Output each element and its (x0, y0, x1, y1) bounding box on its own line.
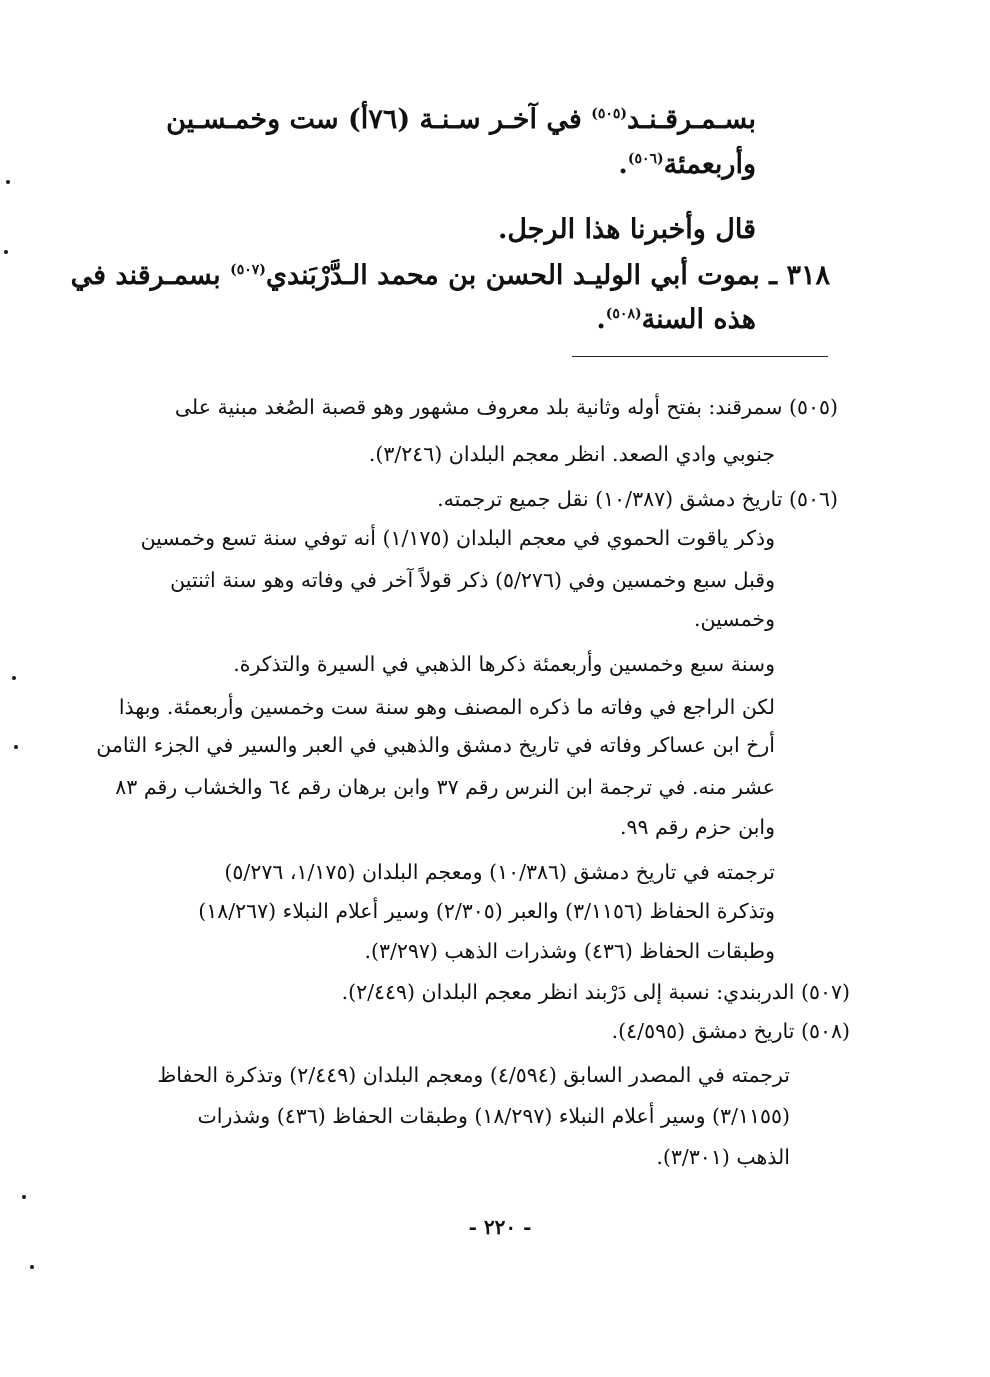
scan-speck (6, 180, 10, 184)
main-text-segment: . (618, 149, 628, 180)
footnote-line: (٥٠٦) تاريخ دمشق (١٠/٣٨٧) نقل جميع ترجمته. (437, 487, 838, 511)
footnote-reference[interactable]: (٥٠٧) (230, 262, 266, 278)
footnote-line: ترجمته في المصدر السابق (٤/٥٩٤) ومعجم البلدان (٢/٤٤٩) وتذكرة الحفاظ (157, 1063, 790, 1087)
footnote-line: وسنة سبع وخمسين وأربعمئة ذكرها الذهبي في السيرة والتذكرة. (233, 652, 775, 676)
footnote-line: ترجمته في تاريخ دمشق (١٠/٣٨٦) ومعجم البلدان (١/١٧٥، ٥/٢٧٦) (224, 860, 775, 884)
footnote-line: وقبل سبع وخمسين وفي (٥/٢٧٦) ذكر قولاً آخر في وفاته وهو سنة اثنتين (170, 568, 775, 592)
scan-speck (30, 1265, 34, 1269)
main-text-line-5 (596, 300, 756, 340)
main-text-segment: بسـمـرقـنـد (627, 104, 756, 135)
footnote-line: وخمسين. (693, 607, 775, 631)
footnote-reference[interactable]: (٥٠٥) (591, 106, 628, 122)
scan-speck (12, 676, 16, 680)
main-text-segment: وأربعمئة (663, 149, 756, 180)
footnote-line: جنوبي وادي الصعد. انظر معجم البلدان (٣/٢٤٦). (368, 442, 775, 466)
main-text-line-2 (618, 145, 756, 185)
footnote-line: (٥٠٥) سمرقند: بفتح أوله وثانية بلد معروف مشهور وهو قصبة الصُغد مبنية على (174, 395, 838, 419)
main-text-segment: في آخـر سـنـة (٧٦أ) ست وخمـسـين (166, 104, 592, 135)
footnote-reference[interactable]: (٥٠٨) (605, 306, 642, 322)
footnote-line: (٣/١١٥٥) وسير أعلام النبلاء (١٨/٢٩٧) وطبقات الحفاظ (٤٣٦) وشذرات (197, 1104, 790, 1128)
footnote-line: لكن الراجع في وفاته ما ذكره المصنف وهو سنة ست وخمسين وأربعمئة. وبهذا (118, 695, 775, 719)
footnote-reference[interactable]: (٥٠٦) (627, 151, 664, 167)
footnote-separator (572, 356, 828, 357)
footnote-line: وابن حزم رقم ٩٩. (619, 815, 775, 839)
footnote-line: وطبقات الحفاظ (٤٣٦) وشذرات الذهب (٣/٢٩٧). (364, 939, 775, 963)
main-text-segment: . (596, 304, 606, 335)
main-text-segment: هذه السنة (641, 304, 756, 335)
main-text-segment: قال وأخبرنا هذا الرجل. (497, 214, 756, 245)
main-text-segment: بسمـرقند في (70, 260, 231, 291)
footnote-line: عشر منه. في ترجمة ابن النرس رقم ٣٧ وابن برهان رقم ٦٤ والخشاب رقم ٨٣ (115, 775, 775, 799)
footnote-line: أرخ ابن عساكر وفاته في تاريخ دمشق والذهبي في العبر والسير في الجزء الثامن (96, 733, 775, 757)
scan-speck (4, 250, 8, 254)
footnote-line: (٥٠٨) تاريخ دمشق (٤/٥٩٥). (611, 1019, 850, 1043)
footnote-line: الذهب (٣/٣٠١). (656, 1145, 790, 1169)
footnote-line: (٥٠٧) الدربندي: نسبة إلى دَرْبند انظر معجم البلدان (٢/٤٤٩). (341, 980, 850, 1004)
main-text-segment: ٣١٨ ـ بموت أبي الوليـد الحسن بن محمد الـدَّرْبَندي (265, 260, 830, 291)
main-text-line-3 (498, 210, 756, 250)
page-number: - ٢٢٠ - (468, 1215, 532, 1239)
footnote-line: وتذكرة الحفاظ (٣/١١٥٦) والعبر (٢/٣٠٥) وسير أعلام النبلاء (١٨/٢٦٧) (198, 899, 775, 923)
main-text-line-4 (71, 256, 830, 296)
footnote-line: وذكر ياقوت الحموي في معجم البلدان (١/١٧٥) أنه توفي سنة تسع وخمسين (140, 526, 775, 550)
scan-speck (14, 745, 18, 749)
scan-speck (22, 1195, 26, 1199)
main-text-line-1 (166, 100, 756, 140)
